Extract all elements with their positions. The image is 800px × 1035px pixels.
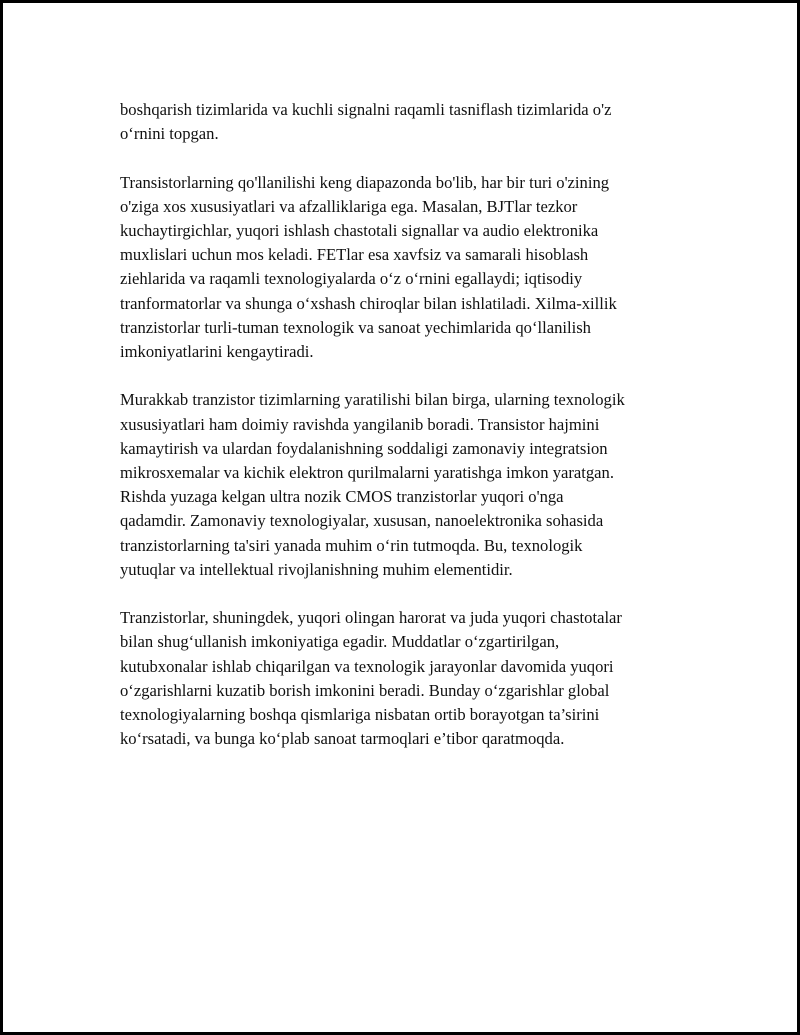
text-line: Transistorlarning qo'llanilishi keng diapazonda bo'lib, har bir turi o'zining: [120, 172, 610, 192]
text-line: kamaytirish va ulardan foydalanishning soddaligi zamonaviy integratsion: [120, 438, 608, 458]
text-line: bilan shug‘ullanish imkoniyatiga egadir. Muddatlar o‘zgartirilgan,: [120, 632, 560, 652]
text-line: qadamdir. Zamonaviy texnologiyalar, xususan, nanoelektronika sohasida: [120, 511, 604, 531]
text-line: imkoniyatlarini kengaytiradi.: [120, 342, 314, 362]
text-line: yutuqlar va intellektual rivojlanishning muhim elementidir.: [120, 559, 513, 579]
text-line: Murakkab tranzistor tizimlarning yaratilishi bilan birga, ularning texnologik: [120, 390, 625, 410]
text-line: boshqarish tizimlarida va kuchli signalni raqamli tasniflash tizimlarida o'z: [120, 100, 612, 119]
text-line: tranzistorlarning ta'siri yanada muhim o‘rin tutmoqda. Bu, texnologik: [120, 535, 583, 555]
text-line: o'ziga xos xususiyatlari va afzalliklariga ega. Masalan, BJTlar tezkor: [120, 196, 578, 216]
paragraph-1: [120, 98, 700, 146]
text-line: ziehlarida va raqamli texnologiyalarda o‘z o‘rnini egallaydi; iqtisodiy: [120, 269, 583, 289]
document-body: [120, 98, 700, 776]
text-line: xususiyatlari ham doimiy ravishda yangilanib boradi. Transistor hajmini: [120, 414, 600, 434]
text-line: o‘zgarishlarni kuzatib borish imkonini beradi. Bunday o‘zgarishlar global: [120, 680, 610, 700]
text-line: o‘rnini topgan.: [120, 124, 219, 144]
paragraph-2: [120, 171, 700, 365]
text-line: texnologiyalarning boshqa qismlariga nisbatan ortib borayotgan ta’sirini: [120, 705, 600, 725]
text-line: mikrosxemalar va kichik elektron qurilmalarni yaratishga imkon yaratgan.: [120, 463, 614, 483]
text-line: tranformatorlar va shunga o‘xshash chiroqlar bilan ishlatiladi. Xilma-xillik: [120, 293, 617, 313]
text-line: Rishda yuzaga kelgan ultra nozik CMOS tranzistorlar yuqori o'nga: [120, 487, 564, 507]
text-line: ko‘rsatadi, va bunga ko‘plab sanoat tarmoqlari e’tibor qaratmoqda.: [120, 729, 565, 749]
text-line: kuchaytirgichlar, yuqori ishlash chastotali signallar va audio elektronika: [120, 221, 599, 240]
paragraph-3: [120, 388, 700, 582]
text-line: muxlislari uchun mos keladi. FETlar esa xavfsiz va samarali hisoblash: [120, 245, 589, 265]
paragraph-4: [120, 606, 700, 751]
text-line: tranzistorlar turli-tuman texnologik va sanoat yechimlarida qo‘llanilish: [120, 317, 591, 337]
text-line: kutubxonalar ishlab chiqarilgan va texnologik jarayonlar davomida yuqori: [120, 656, 614, 676]
text-line: Tranzistorlar, shuningdek, yuqori olingan harorat va juda yuqori chastotalar: [120, 608, 622, 628]
